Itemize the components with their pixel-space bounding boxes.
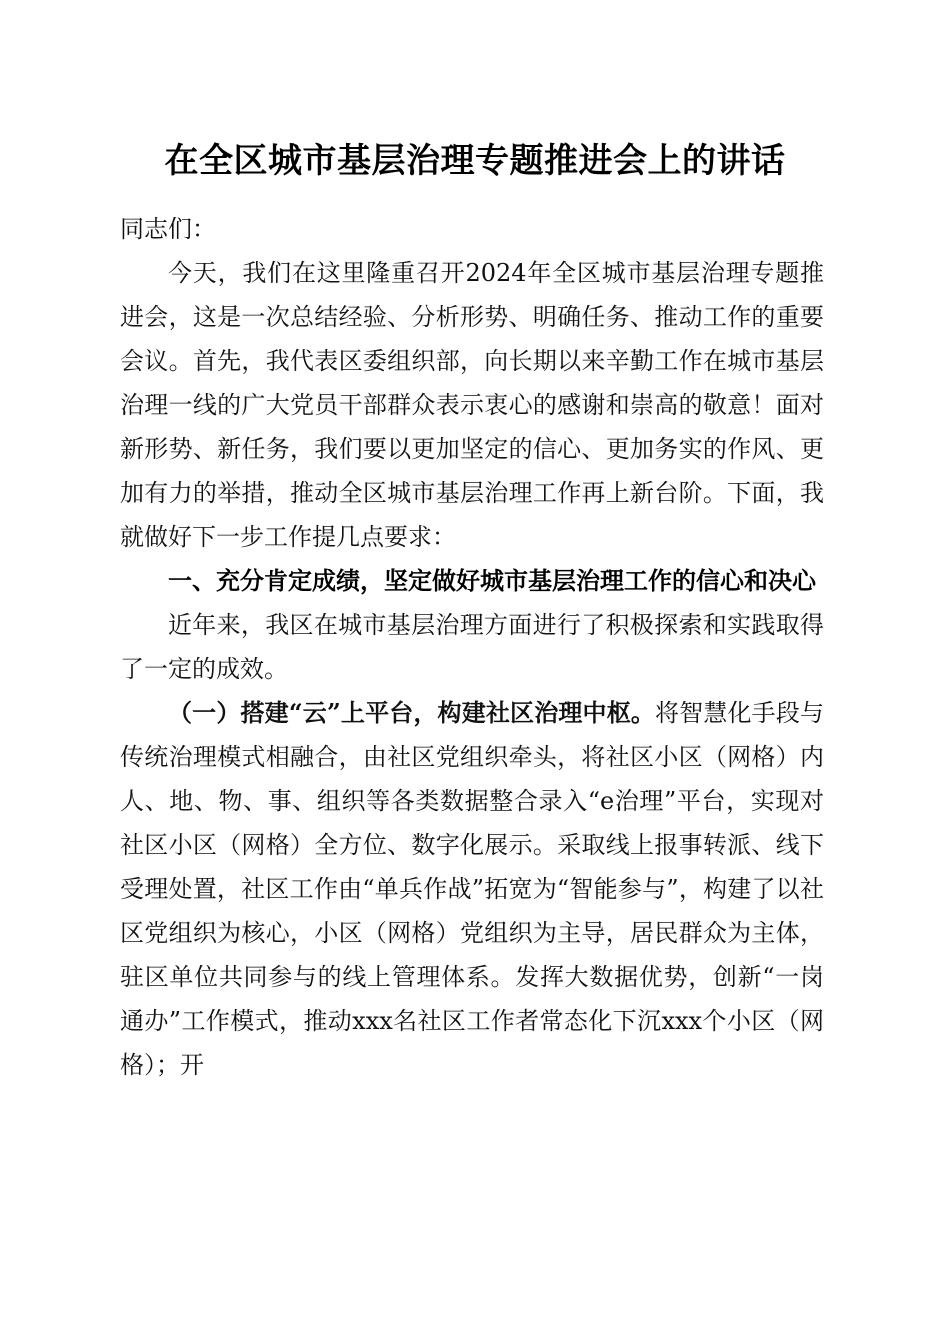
subsection-1-lead: （一）搭建“云”上平台，构建社区治理中枢。 [168, 698, 656, 727]
subsection-1-paragraph [120, 691, 824, 1087]
section-1-intro-paragraph: 近年来，我区在城市基层治理方面进行了积极探索和实践取得了一定的成效。 [120, 611, 824, 683]
document-title: 在全区城市基层治理专题推进会上的讲话 [164, 141, 786, 181]
document-body [120, 207, 824, 1087]
intro-paragraph: 今天，我们在这里隆重召开2024年全区城市基层治理专题推进会，这是一次总结经验、分析形势、明确任务、推动工作的重要会议。首先，我代表区委组织部，向长期以来辛勤工作在城市基层治理一线的广大党员干部群众表示衷心的感谢和崇高的敬意！面对新形势、新任务，我们要以更加坚定的信心、更加务实的作风、更加有力的举措，推动全区城市基层治理工作再上新台阶。下面，我就做好下一步工作提几点要求： [120, 259, 824, 551]
salutation: 同志们： [120, 215, 216, 243]
subsection-1-body: 将智慧化手段与传统治理模式相融合，由社区党组织牵头，将社区小区（网格）内人、地、物、事、组织等各类数据整合录入“e治理”平台，实现对社区小区（网格）全方位、数字化展示。采取线上报事转派、线下受理处置，社区工作由“单兵作战”拓宽为“智能参与”，构建了以社区党组织为核心，小区（网格）党组织为主导，居民群众为主体，驻区单位共同参与的线上管理体系。发挥大数据优势，创新“一岗通办”工作模式，推动xxx名社区工作者常态化下沉xxx个小区（网格）；开 [120, 699, 825, 1079]
section-heading-1: 一、充分肯定成绩，坚定做好城市基层治理工作的信心和决心 [168, 567, 816, 595]
